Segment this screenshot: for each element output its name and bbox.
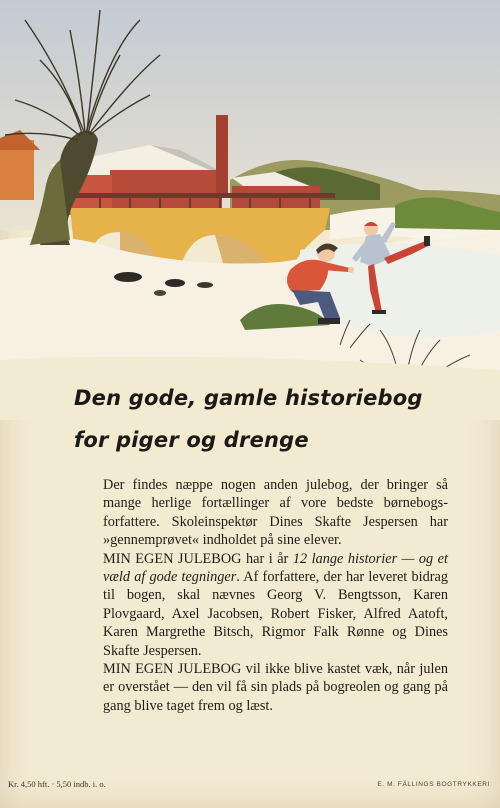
headline-line-1: Den gode, gamle historiebog [74,386,423,410]
description-text [103,476,448,715]
paragraph-contents: MIN EGEN JULEBOG har i år 12 lange historier — og et væld af gode tegninger. Af forfattere, der har leveret bidrag til bogen, skal nævnes Georg V. Bengtsson, Karen Plovgaard, Axel Jacobsen, Robert Fisker, Alfred Aatoft, Karen Margrethe Bitsch, Rigmor Falk Rønne og Dines Skafte Jespersen. [103,550,448,659]
chimney [216,115,228,195]
italic-highlight: 12 lange historier — og et væld af gode tegninger [103,550,448,586]
price-line: Kr. 4,50 hft. · 5,50 indb. i. o. [8,779,106,789]
paragraph-intro: Der findes næppe nogen anden julebog, der bringer så mange herlige fortællinger af vore bedste børnebogs-forfattere. Skoleinspektør Dines Skafte Jespersen har »gennemprøvet« indholdet på sine elever. [103,477,448,549]
rock [114,272,142,282]
headline-line-2: for piger og drenge [74,428,309,452]
paragraph-closing: MIN EGEN JULEBOG vil ikke blive kastet væk, når julen er overstået — den vil få sin plads på bogreolen og gang på gang blive taget frem og læst. [103,661,448,714]
bridge-railing [55,193,335,198]
printer-credit: E. M. FÄLLINGS BOGTRYKKERI [377,781,490,788]
